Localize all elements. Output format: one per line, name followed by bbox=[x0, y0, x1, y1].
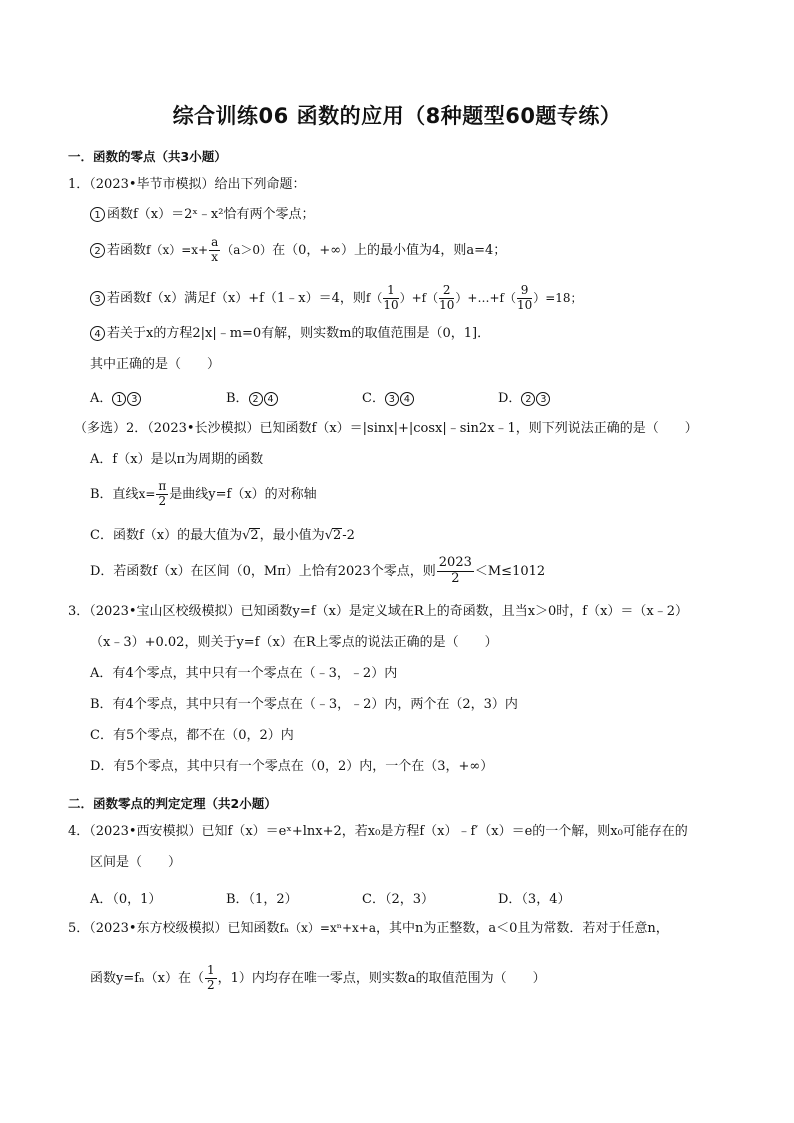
q1-statement-1: 1 函数f（x）＝2ˣ﹣x²恰有两个零点； bbox=[90, 207, 314, 222]
fraction-2023-over-2: $\frac{2023}{2}$ bbox=[438, 555, 472, 586]
q1-statement-3: 3 若函数f（x）满足f（x）+f（1﹣x）＝4，则f（ $\frac{1}{10}$ ）+f（ $\frac{2}{10}$ ）+…+f（ $\frac{9}{10}$ ）=18； bbox=[90, 284, 583, 313]
question-3-head-line1: 3．（2023•宝山区校级模拟）已知函数y=f（x）是定义域在R上的奇函数，且当x＞0时，f（x）＝（x﹣2） bbox=[68, 604, 689, 619]
fraction-a-over-x: $\frac{a}{x}$ bbox=[211, 235, 219, 264]
fraction-1-over-10: $\frac{1}{10}$ bbox=[383, 283, 399, 312]
q4-option-c[interactable]: C．（2，3） bbox=[362, 892, 434, 907]
q4-option-d[interactable]: D．（3，4） bbox=[498, 892, 571, 907]
circled-number-3: 3 bbox=[90, 291, 105, 306]
circled-number-2: 2 bbox=[90, 243, 105, 258]
sqrt-symbol: √ bbox=[324, 528, 333, 543]
q2-option-c[interactable]: C．函数f（x）的最大值为√2，最小值为√2-2 bbox=[90, 528, 355, 543]
circled-number: 1 bbox=[112, 392, 126, 406]
q2-option-d[interactable]: D．若函数f（x）在区间（0，Mπ）上恰有2023个零点，则 $\frac{2023}{2}$ ＜M≤1012 bbox=[90, 555, 546, 586]
fraction-1-over-2: $\frac{1}{2}$ bbox=[207, 963, 215, 992]
question-4-head-line1: 4．（2023•西安模拟）已知f（x）＝eˣ+lnx+2，若x₀是方程f（x）﹣f′（x）＝e的一个解，则x₀可能存在的 bbox=[68, 824, 688, 839]
q1-option-a[interactable]: A． 1 3 bbox=[90, 387, 142, 406]
circled-number: 4 bbox=[264, 392, 278, 406]
question-2-head: （多选）2．（2023•长沙模拟）已知函数f（x）＝|sinx|+|cosx|﹣sin2x﹣1，则下列说法正确的是（ ） bbox=[74, 421, 698, 436]
section-heading-1: 一．函数的零点（共3小题） bbox=[68, 149, 227, 164]
q2-option-b[interactable]: B．直线x= $\frac{\pi}{2}$ 是曲线y=f（x）的对称轴 bbox=[90, 479, 317, 508]
fraction-2-over-10: $\frac{2}{10}$ bbox=[439, 283, 455, 312]
fraction-9-over-10: $\frac{9}{10}$ bbox=[516, 283, 533, 312]
circled-number: 2 bbox=[521, 392, 535, 406]
sqrt-symbol: √ bbox=[242, 528, 251, 543]
q1-option-d[interactable]: D． 2 3 bbox=[498, 387, 551, 406]
q2-option-a[interactable]: A．f（x）是以π为周期的函数 bbox=[90, 452, 264, 467]
q1-option-b[interactable]: B． 2 4 bbox=[226, 387, 279, 406]
section-heading-2: 二．函数零点的判定定理（共2小题） bbox=[68, 796, 277, 811]
circled-number: 4 bbox=[400, 392, 414, 406]
q1-option-c[interactable]: C． 3 4 bbox=[362, 387, 415, 406]
question-3-head-line2: （x﹣3）+0.02，则关于y=f（x）在R上零点的说法正确的是（ ） bbox=[90, 635, 498, 650]
circled-number-4: 4 bbox=[90, 326, 105, 341]
q3-option-d[interactable]: D．有5个零点，其中只有一个零点在（0，2）内，一个在（3，+∞） bbox=[90, 759, 494, 774]
q4-option-b[interactable]: B．（1，2） bbox=[226, 892, 298, 907]
circled-number: 2 bbox=[249, 392, 263, 406]
circled-number-1: 1 bbox=[90, 207, 105, 222]
circled-number: 3 bbox=[127, 392, 141, 406]
q3-option-a[interactable]: A．有4个零点，其中只有一个零点在（﹣3，﹣2）内 bbox=[90, 666, 398, 681]
question-1-head: 1．（2023•毕节市模拟）给出下列命题： bbox=[68, 177, 306, 192]
question-5-head-line2: 函数y=fₙ（x）在（ $\frac{1}{2}$ ，1）内均存在唯一零点，则实数a的取值范围为（ ） bbox=[90, 963, 546, 992]
circled-number: 3 bbox=[385, 392, 399, 406]
q1-statement-2: 2 若函数f（x）=x+ $\frac{a}{x}$ （a＞0）在（0，+∞）上的最小值为4，则a=4； bbox=[90, 236, 506, 265]
circled-number: 3 bbox=[536, 392, 550, 406]
q1-ask: 其中正确的是（ ） bbox=[90, 357, 221, 372]
q4-option-a[interactable]: A．（0，1） bbox=[90, 892, 162, 907]
question-4-head-line2: 区间是（ ） bbox=[90, 855, 182, 870]
q3-option-b[interactable]: B．有4个零点，其中只有一个零点在（﹣3，﹣2）内，两个在（2，3）内 bbox=[90, 697, 518, 712]
q3-option-c[interactable]: C．有5个零点，都不在（0，2）内 bbox=[90, 728, 294, 743]
fraction-pi-over-2: $\frac{\pi}{2}$ bbox=[158, 479, 167, 508]
q1-statement-4: 4 若关于x的方程2|x|﹣m=0有解，则实数m的取值范围是（0，1]． bbox=[90, 326, 490, 341]
page-title: 综合训练06 函数的应用（8种题型60题专练） bbox=[172, 104, 622, 128]
question-5-head-line1: 5．（2023•东方校级模拟）已知函数fₙ（x）=xⁿ+x+a，其中n为正整数，a＜0且为常数．若对于任意n， bbox=[68, 921, 669, 936]
